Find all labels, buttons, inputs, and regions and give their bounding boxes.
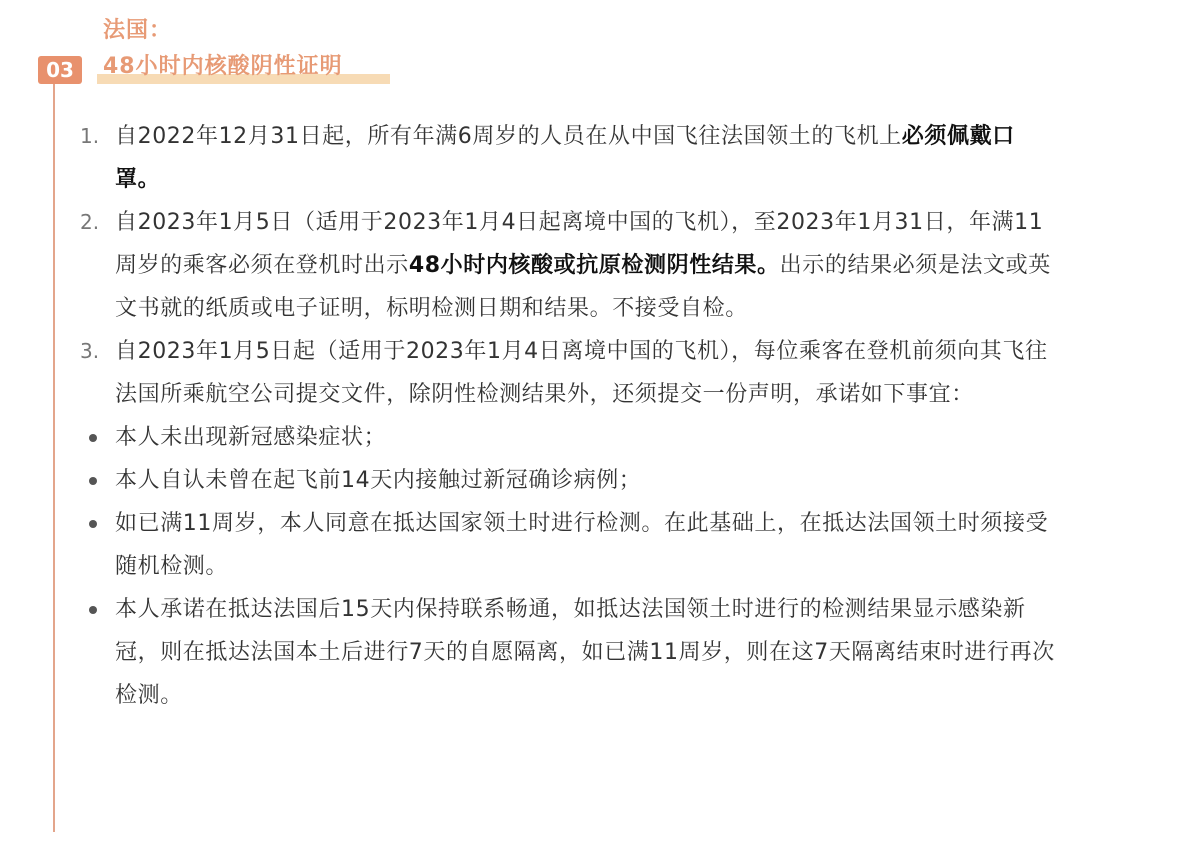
bullet-item-text: 如已满11周岁，本人同意在抵达国家领土时进行检测。在此基础上，在抵达法国领土时须接受随机检测。: [115, 511, 1049, 579]
bullet-item-text: 本人自认未曾在起飞前14天内接触过新冠确诊病例；: [115, 468, 642, 493]
list-item-2: [80, 201, 1055, 330]
list-number: 2.: [80, 210, 100, 234]
requirements-list: [80, 115, 1055, 717]
bullet-marker: [80, 459, 115, 502]
bullet-item-text: 本人承诺在抵达法国后15天内保持联系畅通，如抵达法国领土时进行的检测结果显示感染新冠，则在抵达法国本土后进行7天的自愿隔离，如已满11周岁，则在这7天隔离结束时进行再次检测。: [115, 597, 1055, 708]
emphasis-text: 48小时内核酸或抗原检测阴性结果。: [408, 253, 780, 278]
emphasis-text: 必须佩戴口罩。: [115, 124, 1015, 192]
bullet-item-2: [80, 459, 1055, 502]
bullet-item-1: [80, 416, 1055, 459]
bullet-dot-icon: [89, 520, 97, 528]
bullet-marker: [80, 416, 115, 459]
bullet-dot-icon: [89, 434, 97, 442]
bullet-item-4: [80, 588, 1055, 717]
bullet-dot-icon: [89, 606, 97, 614]
list-number: 3.: [80, 339, 100, 363]
list-item-text: 自2023年1月5日起（适用于2023年1月4日离境中国的飞机），每位乘客在登机前须向其飞往法国所乘航空公司提交文件，除阴性检测结果外，还须提交一份声明，承诺如下事宜：: [115, 339, 1048, 407]
list-item-text: 自2022年12月31日起，所有年满6周岁的人员在从中国飞往法国领土的飞机上必须佩戴口罩。: [115, 124, 1015, 192]
section-title: 48小时内核酸阴性证明: [103, 54, 343, 79]
section-heading: [97, 50, 343, 86]
bullet-item-3: [80, 502, 1055, 588]
list-item-1: [80, 115, 1055, 201]
list-item-text: 自2023年1月5日（适用于2023年1月4日起离境中国的飞机），至2023年1月31日，年满11周岁的乘客必须在登机时出示48小时内核酸或抗原检测阴性结果。出示的结果必须是法文或英文书就的纸质或电子证明，标明检测日期和结果。不接受自检。: [115, 210, 1051, 321]
country-label: 法国：: [103, 18, 173, 43]
bullet-item-text: 本人未出现新冠感染症状；: [115, 425, 387, 450]
list-item-3: [80, 330, 1055, 416]
list-number: 1.: [80, 124, 100, 148]
bullet-dot-icon: [89, 477, 97, 485]
section-number-badge: 03: [38, 56, 82, 84]
bullet-marker: [80, 502, 115, 588]
bullet-marker: [80, 588, 115, 717]
section-divider-line: [53, 84, 55, 832]
